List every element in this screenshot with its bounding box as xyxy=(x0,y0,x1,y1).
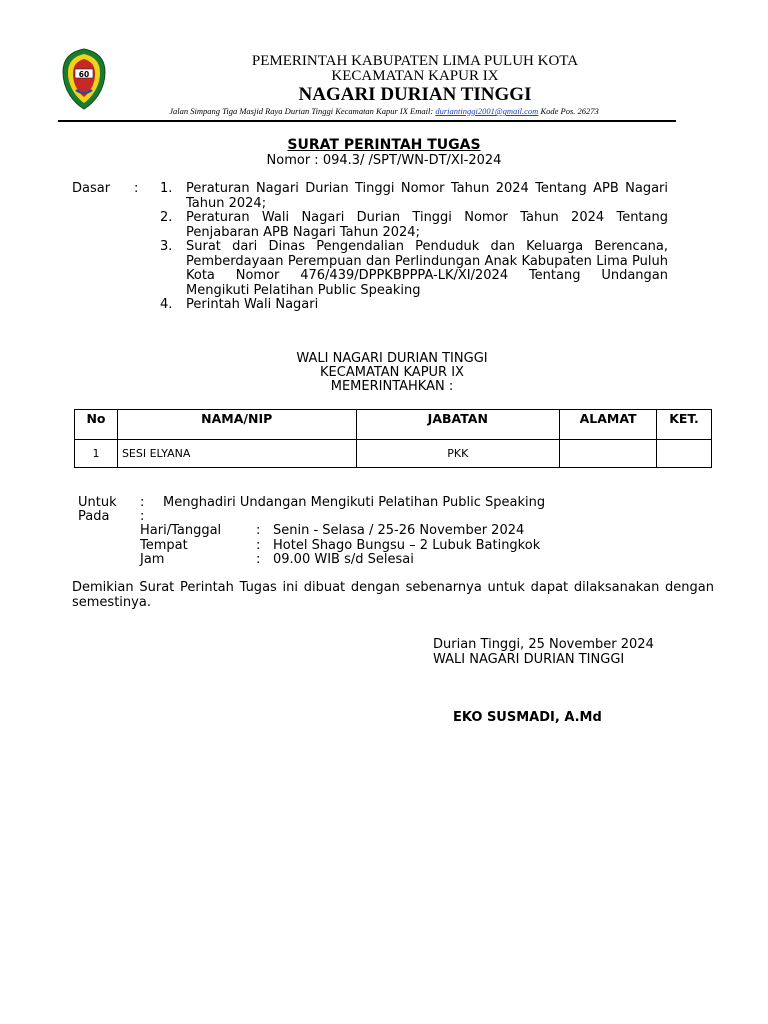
signer-name: EKO SUSMADI, A.Md xyxy=(453,710,602,725)
nagari-emblem-logo xyxy=(60,48,108,110)
table-header-row xyxy=(75,410,712,440)
detail-key-time: Jam xyxy=(140,552,165,567)
col-header-ket: KET. xyxy=(657,410,712,440)
dasar-label: Dasar xyxy=(72,181,111,196)
logo-number: 60 xyxy=(78,70,90,79)
detail-colon: : xyxy=(256,523,261,538)
personnel-table xyxy=(74,409,712,468)
header-nagari: NAGARI DURIAN TINGGI xyxy=(298,84,532,105)
address-prefix: Jalan Simpang Tiga Masjid Raya Durian Tinggi Kecamatan Kapur IX Email: xyxy=(169,106,436,116)
detail-value-date: Senin - Selasa / 25-26 November 2024 xyxy=(273,523,525,538)
detail-value-place: Hotel Shago Bungsu – 2 Lubuk Batingkok xyxy=(273,538,541,553)
untuk-purpose: Menghadiri Undangan Mengikuti Pelatihan Public Speaking xyxy=(163,495,546,510)
col-header-nama: NAMA/NIP xyxy=(117,410,356,440)
cell-nama: SESI ELYANA xyxy=(117,440,356,468)
pada-label: Pada xyxy=(78,509,110,524)
cell-jabatan: PKK xyxy=(356,440,560,468)
wali-order: MEMERINTAHKAN : xyxy=(330,379,454,394)
document-title: SURAT PERINTAH TUGAS xyxy=(287,137,481,153)
header-district: KECAMATAN KAPUR IX xyxy=(331,68,499,84)
dasar-colon: : xyxy=(134,181,139,196)
address-suffix: Kode Pos. 26273 xyxy=(538,106,599,116)
cell-no: 1 xyxy=(75,440,118,468)
dasar-item: 4. Perintah Wali Nagari xyxy=(160,297,319,312)
untuk-label: Untuk xyxy=(78,495,117,510)
table-row xyxy=(75,440,712,468)
dasar-item: 1. Peraturan Nagari Durian Tinggi Nomor Tahun 2024 Tentang APB Nagari Tahun 2024; xyxy=(160,181,668,211)
dasar-item: 3. Surat dari Dinas Pengendalian Penduduk dan Keluarga Berencana, Pemberdayaan Perempuan dan Perlindungan Anak Kabupaten Lima Puluh Kota Nomor 476/439/DPPKBPPPA-LK/XI/2024 Tentang Undangan Mengikuti Pelatihan Public Speaking xyxy=(160,239,668,298)
dasar-item: 2. Peraturan Wali Nagari Durian Tinggi Nomor Tahun 2024 Tentang Penjabaran APB Nagari Tahun 2024; xyxy=(160,210,668,240)
header-address xyxy=(100,106,668,117)
signature-place-date: Durian Tinggi, 25 November 2024 xyxy=(433,637,654,652)
email-link[interactable]: duriantinggi2001@gmail.com xyxy=(435,106,539,116)
header-divider xyxy=(58,120,676,122)
cell-alamat xyxy=(560,440,657,468)
detail-colon: : xyxy=(256,538,261,553)
detail-key-place: Tempat xyxy=(140,538,188,553)
untuk-colon: : xyxy=(140,495,145,510)
wali-title: WALI NAGARI DURIAN TINGGI xyxy=(296,351,488,366)
col-header-jabatan: JABATAN xyxy=(356,410,560,440)
pada-colon: : xyxy=(140,509,145,524)
col-header-no: No xyxy=(75,410,118,440)
closing-paragraph: Demikian Surat Perintah Tugas ini dibuat dengan sebenarnya untuk dapat dilaksanakan dengan semestinya. xyxy=(72,580,714,610)
wali-district: KECAMATAN KAPUR IX xyxy=(320,365,464,380)
detail-key-date: Hari/Tanggal xyxy=(140,523,222,538)
detail-value-time: 09.00 WIB s/d Selesai xyxy=(273,552,414,567)
col-header-alamat: ALAMAT xyxy=(560,410,657,440)
cell-ket xyxy=(657,440,712,468)
detail-colon: : xyxy=(256,552,261,567)
signature-title: WALI NAGARI DURIAN TINGGI xyxy=(433,652,625,667)
document-number: Nomor : 094.3/ /SPT/WN-DT/XI-2024 xyxy=(266,153,502,168)
dasar-list xyxy=(160,182,668,313)
header-government: PEMERINTAH KABUPATEN LIMA PULUH KOTA xyxy=(251,53,579,69)
